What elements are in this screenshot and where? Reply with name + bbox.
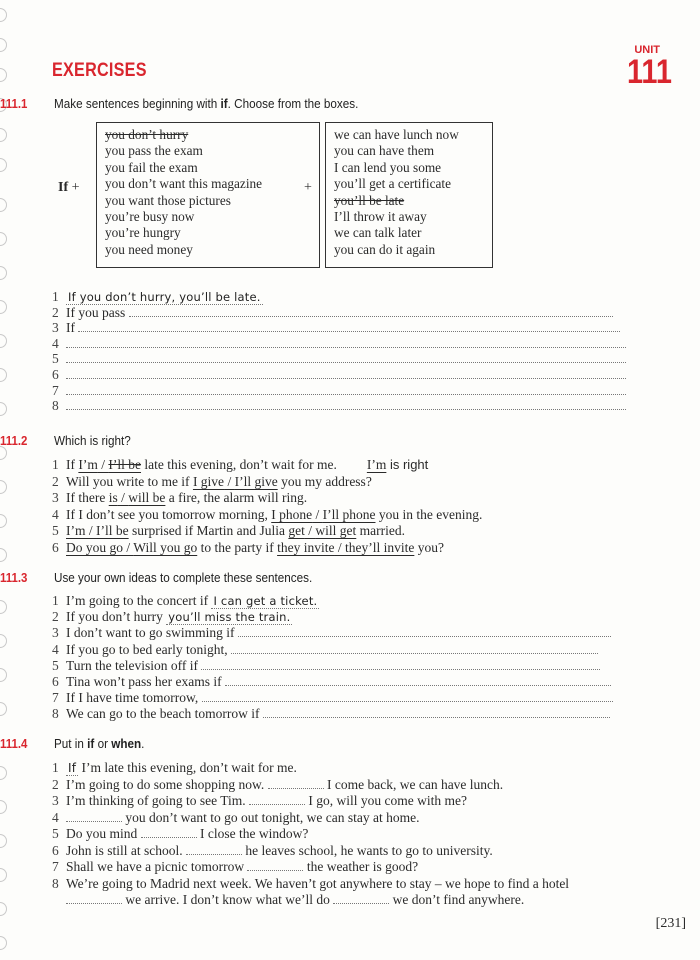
exercise-number-1: 111.1 — [0, 96, 28, 111]
item-prompt: Turn the television off if — [66, 657, 198, 673]
choice-item — [52, 456, 428, 473]
answer-blank[interactable] — [66, 383, 626, 395]
item-number: 6 — [52, 540, 59, 555]
choice-pair: get / will get — [288, 523, 357, 539]
answer-blank[interactable] — [66, 810, 122, 822]
right-clause: I can lend you some — [334, 159, 442, 175]
choice-item — [52, 522, 405, 539]
note-text: is right — [386, 457, 429, 472]
option-a[interactable]: get — [288, 523, 305, 539]
right-clause: you’ll be late — [334, 192, 405, 208]
item-text: If — [66, 457, 75, 472]
item-text: the weather is good? — [306, 859, 419, 874]
item-number: 6 — [52, 843, 59, 858]
item-text: I close the window? — [200, 826, 309, 841]
answer-line — [52, 382, 626, 399]
item-text: Will you write to me if — [66, 473, 190, 489]
choice-item — [52, 489, 307, 506]
plus-sign: + — [304, 180, 312, 195]
option-a[interactable]: I’m — [78, 457, 98, 472]
left-clause: you’re hungry — [105, 225, 181, 241]
choice-item — [52, 473, 372, 490]
item-prompt: If you pass — [66, 304, 126, 320]
item-text: you in the evening. — [378, 506, 483, 522]
answer-blank[interactable] — [66, 892, 122, 904]
item-number: 4 — [52, 641, 59, 657]
item-number: 2 — [52, 609, 59, 625]
item-prompt: Tina won’t pass her exams if — [66, 674, 222, 689]
item-text: Do you mind — [66, 826, 138, 841]
right-clause: you’ll get a certificate — [334, 176, 452, 192]
option-b[interactable]: they’ll invite — [344, 540, 415, 555]
item-text: you? — [417, 540, 444, 555]
left-clause: you don’t want this magazine — [105, 176, 263, 192]
item-number: 5 — [52, 351, 59, 367]
choice-pair: I give / I’ll give — [192, 473, 278, 489]
item-number: 8 — [52, 876, 59, 891]
option-b[interactable]: I’ll be — [96, 523, 129, 539]
item-number: 7 — [52, 859, 59, 874]
completion-item — [52, 608, 292, 625]
answer-blank[interactable] — [225, 674, 611, 686]
item-number: 4 — [52, 810, 59, 825]
if-when-item-continued — [66, 891, 524, 908]
exercise-instruction-2: Which is right? — [54, 433, 131, 448]
choice-pair: I’m / I’ll be — [78, 457, 142, 472]
item-text: We’re going to Madrid next week. We haven’t got anywhere to stay – we hope to find a hotel — [66, 876, 570, 891]
option-a[interactable]: I phone — [271, 506, 313, 522]
item-text: you my address? — [281, 473, 372, 489]
answer-blank[interactable] — [333, 892, 389, 904]
completion-item — [52, 624, 611, 641]
answer-line — [52, 319, 620, 336]
item-prompt: We can go to the beach tomorrow if — [66, 706, 260, 722]
exercise-number-4: 111.4 — [0, 736, 28, 751]
page-title: EXERCISES — [52, 60, 147, 81]
item-number: 8 — [52, 398, 59, 414]
item-number: 2 — [52, 473, 59, 489]
right-clause: you can do it again — [334, 241, 436, 257]
answer-blank[interactable] — [231, 642, 598, 654]
exercise-instruction-4: Put in if or when. — [54, 736, 145, 751]
left-clause: you’re busy now — [105, 209, 195, 225]
item-number: 2 — [52, 304, 59, 320]
exercise-number-2: 111.2 — [0, 433, 28, 448]
choice-pair: I’m / I’ll be — [66, 523, 129, 539]
exercise-number-3: 111.3 — [0, 570, 28, 585]
answer-blank[interactable] — [78, 320, 619, 332]
answer-blank[interactable] — [66, 367, 626, 379]
answer-blank[interactable] — [247, 859, 303, 871]
item-number: 3 — [52, 490, 59, 506]
if-when-item — [52, 825, 308, 842]
option-a[interactable]: I give — [192, 473, 225, 489]
answer-blank[interactable] — [66, 398, 626, 410]
completion-item — [52, 592, 319, 609]
option-b[interactable]: will be — [128, 490, 166, 506]
item-text: we don’t find anywhere. — [392, 892, 525, 907]
if-when-item — [52, 858, 418, 875]
answer-blank[interactable] — [249, 793, 305, 805]
item-number: 5 — [52, 523, 59, 539]
choice-pair: I phone / I’ll phone — [271, 506, 376, 522]
item-number: 6 — [52, 674, 59, 689]
item-number: 1 — [52, 760, 59, 775]
item-number: 5 — [52, 657, 59, 673]
item-text: to the party if — [200, 540, 274, 555]
if-when-item — [52, 875, 569, 892]
item-prompt: I’m going to the concert if — [66, 593, 209, 608]
item-number: 6 — [52, 367, 59, 382]
item-text: a fire, the alarm will ring. — [168, 490, 308, 506]
completion-item — [52, 689, 613, 706]
option-b[interactable]: will get — [315, 523, 357, 539]
choice-pair: Do you go / Will you go — [66, 540, 198, 555]
item-text: I’m thinking of going to see Tim. — [66, 793, 246, 808]
item-number: 1 — [52, 593, 59, 608]
item-text: I come back, we can have lunch. — [327, 777, 504, 792]
left-clause: you need money — [105, 241, 193, 257]
option-a[interactable]: I’m — [66, 523, 86, 539]
if-when-item — [52, 776, 503, 793]
answer-line — [52, 350, 626, 367]
option-a[interactable]: they invite — [277, 540, 335, 555]
item-number: 4 — [52, 335, 59, 351]
choice-item — [52, 506, 482, 523]
if-when-item — [52, 809, 419, 826]
item-number: 2 — [52, 777, 59, 792]
answer-blank[interactable] — [268, 777, 324, 789]
answer-blank[interactable] — [141, 826, 197, 838]
item-text: I’m late this evening, don’t wait for me. — [81, 760, 297, 775]
left-clause: you fail the exam — [105, 159, 198, 175]
item-number: 1 — [52, 289, 59, 304]
left-clause: you pass the exam — [105, 143, 203, 159]
answer-line — [52, 288, 263, 305]
answer-line — [52, 304, 613, 321]
binding-rings — [0, 0, 14, 960]
item-text: If I don’t see you tomorrow morning, — [66, 506, 268, 522]
item-prompt: If I have time tomorrow, — [66, 690, 199, 706]
option-b[interactable]: Will you go — [133, 540, 198, 555]
handwritten-answer[interactable]: you’ll miss the train. — [168, 610, 291, 625]
choice-pair: they invite / they’ll invite — [277, 540, 415, 555]
left-clause-box — [96, 122, 320, 268]
answer-blank[interactable] — [263, 706, 610, 718]
answer-blank[interactable] — [186, 843, 242, 855]
option-b[interactable]: I’ll phone — [322, 506, 376, 522]
completion-item — [52, 673, 611, 690]
if-when-item — [52, 759, 297, 776]
option-a[interactable]: Do you go — [66, 540, 123, 555]
item-prompt: I don’t want to go swimming if — [66, 625, 235, 641]
item-text: If there — [66, 490, 106, 506]
handwritten-answer[interactable]: If — [68, 761, 77, 775]
option-b[interactable]: I’ll be — [108, 457, 142, 472]
item-number: 8 — [52, 706, 59, 722]
answer-line — [52, 366, 626, 383]
item-number: 3 — [52, 320, 59, 336]
completion-item — [52, 705, 610, 722]
example-note — [367, 457, 428, 472]
item-text: I go, will you come with me? — [308, 793, 467, 808]
page-number: [231] — [655, 916, 686, 931]
completion-item — [52, 657, 600, 674]
answer-blank[interactable] — [66, 351, 626, 363]
item-number: 7 — [52, 382, 59, 398]
answer-line — [52, 397, 626, 414]
left-clause: you don’t hurry — [105, 127, 189, 142]
item-text: John is still at school. — [66, 843, 183, 858]
item-text: surprised if Martin and Julia — [132, 523, 285, 539]
item-number: 5 — [52, 826, 59, 841]
item-text: we arrive. I don’t know what we’ll do — [125, 892, 330, 907]
handwritten-answer[interactable]: I can get a ticket. — [213, 594, 318, 608]
right-clause: we can have lunch now — [334, 127, 459, 142]
item-text: he leaves school, he wants to go to university. — [245, 843, 493, 858]
item-prompt: If you go to bed early tonight, — [66, 641, 228, 657]
answer-line — [52, 335, 626, 352]
option-a[interactable]: is — [108, 490, 118, 506]
unit-number: 111 — [626, 53, 672, 91]
item-text: late this evening, don’t wait for me. — [144, 457, 337, 472]
left-clause: you want those pictures — [105, 192, 231, 208]
choice-pair: is / will be — [108, 490, 166, 506]
item-text: I’m going to do some shopping now. — [66, 777, 265, 792]
if-when-item — [52, 792, 467, 809]
answer-blank[interactable] — [66, 336, 626, 348]
item-number: 4 — [52, 506, 59, 522]
unit-label: UNIT — [634, 44, 660, 56]
option-b[interactable]: I’ll give — [234, 473, 278, 489]
item-prompt: If you don’t hurry — [66, 609, 163, 625]
right-clause: I’ll throw it away — [334, 209, 427, 225]
item-prompt: If — [66, 320, 75, 336]
right-clause: you can have them — [334, 143, 435, 159]
item-text: you don’t want to go out tonight, we can stay at home. — [125, 810, 420, 825]
exercise-instruction-1: Make sentences beginning with if. Choose from the boxes. — [54, 96, 359, 111]
item-number: 3 — [52, 625, 59, 641]
exercise-instruction-3: Use your own ideas to complete these sentences. — [54, 570, 313, 585]
if-when-item — [52, 842, 493, 859]
answer-blank[interactable] — [129, 305, 614, 317]
item-text: married. — [359, 523, 405, 539]
answer-blank[interactable] — [202, 690, 613, 702]
choice-item — [52, 539, 444, 556]
handwritten-answer[interactable]: If you don’t hurry, you’ll be late. — [68, 290, 261, 304]
item-number: 1 — [52, 457, 59, 472]
right-clause-box — [325, 122, 493, 268]
answer-blank[interactable] — [201, 658, 600, 670]
answer-blank[interactable] — [238, 625, 611, 637]
completion-item — [52, 641, 598, 658]
item-number: 7 — [52, 690, 59, 706]
right-clause: we can talk later — [334, 225, 422, 241]
item-number: 3 — [52, 793, 59, 808]
item-text: Shall we have a picnic tomorrow — [66, 859, 245, 874]
if-plus-label: If + — [58, 180, 80, 195]
note-answer: I’m — [366, 457, 387, 472]
